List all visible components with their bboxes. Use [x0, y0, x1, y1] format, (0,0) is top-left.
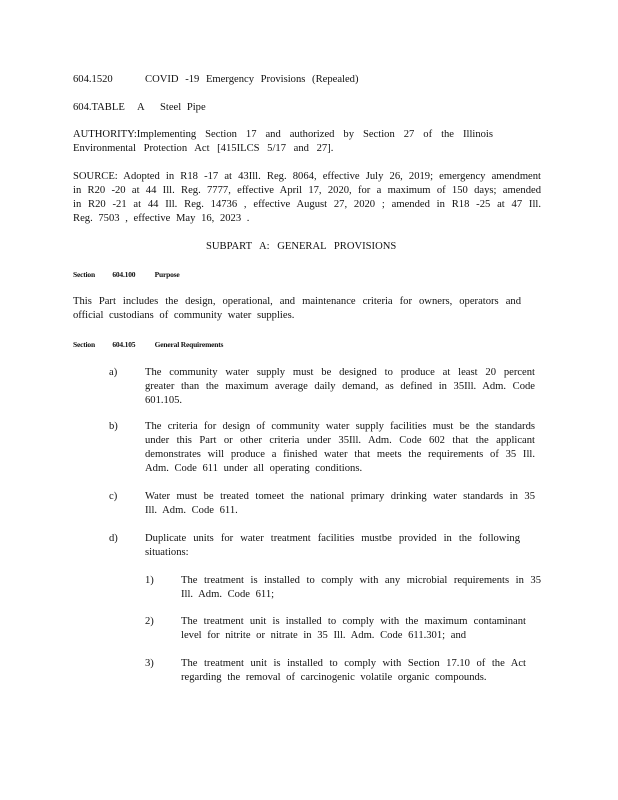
list-item-label: c) — [109, 491, 118, 502]
authority-note: AUTHORITY:Implementing Section 17 and authorized by Section 27 of the Illinois Environmental Protection Act [415ILCS 5/17 and 27]. — [73, 129, 493, 154]
section-heading-604-100 — [73, 270, 180, 279]
section-title: General Requirements — [154, 340, 224, 349]
sub-item-label: 2) — [145, 616, 154, 627]
list-item-label: a) — [109, 367, 118, 378]
sub-item-label: 3) — [145, 658, 154, 669]
source-note: SOURCE: Adopted in R18 -17 at 43Ill. Reg. 8064, effective July 26, 2019; emergency amendment in R20 -20 at 44 Ill. Reg. 7777, effective April 17, 2020, for a maximum of 150 days; amended in R20 -21 at 44 Ill. Reg. 14736 , effective August 27, 2020 ; amended in R18 -25 at 47 Ill. Reg. 7503 , effective May 16, 2023 . — [73, 171, 541, 224]
list-item-text: Duplicate units for water treatment facilities mustbe provided in the following situations: — [145, 533, 520, 558]
section-title: Purpose — [154, 270, 180, 279]
table-number: 604.TABLE — [73, 102, 125, 113]
list-item-text: The community water supply must be designed to produce at least 20 percent greater than the maximum average daily demand, as defined in 35Ill. Adm. Code 601.105. — [145, 367, 535, 406]
section-heading-604-105 — [73, 340, 223, 349]
list-item-label: d) — [109, 533, 118, 544]
table-letter: A — [137, 102, 145, 113]
purpose-paragraph: This Part includes the design, operational, and maintenance criteria for owners, operators and official custodians of community water supplies. — [73, 296, 521, 321]
list-item-label: b) — [109, 421, 118, 432]
sub-item-label: 1) — [145, 575, 154, 586]
sub-item-text: The treatment unit is installed to comply with the maximum contaminant level for nitrite or nitrate in 35 Ill. Adm. Code 611.301; and — [181, 616, 526, 641]
sub-item-text: The treatment unit is installed to comply with Section 17.10 of the Act regarding the removal of carcinogenic volatile organic compounds. — [181, 658, 526, 683]
subpart-heading: SUBPART A: GENERAL PROVISIONS — [206, 241, 397, 252]
section-number: 604.105 — [112, 340, 136, 349]
section-number: 604.1520 — [73, 74, 113, 85]
section-title: COVID -19 Emergency Provisions (Repealed) — [145, 74, 359, 85]
table-title: Steel Pipe — [160, 102, 206, 113]
section-label: Section — [73, 340, 95, 349]
list-item-text: The criteria for design of community water supply facilities must be the standards under this Part or other criteria under 35Ill. Adm. Code 602 that the applicant demonstrates will produce a finished water that meets the requirements of 35 Ill. Adm. Code 611 under all operating conditions. — [145, 421, 535, 474]
section-number: 604.100 — [112, 270, 136, 279]
sub-item-text: The treatment is installed to comply with any microbial requirements in 35 Ill. Adm. Code 611; — [181, 575, 541, 600]
list-item-text: Water must be treated tomeet the national primary drinking water standards in 35 Ill. Adm. Code 611. — [145, 491, 535, 516]
section-label: Section — [73, 270, 95, 279]
